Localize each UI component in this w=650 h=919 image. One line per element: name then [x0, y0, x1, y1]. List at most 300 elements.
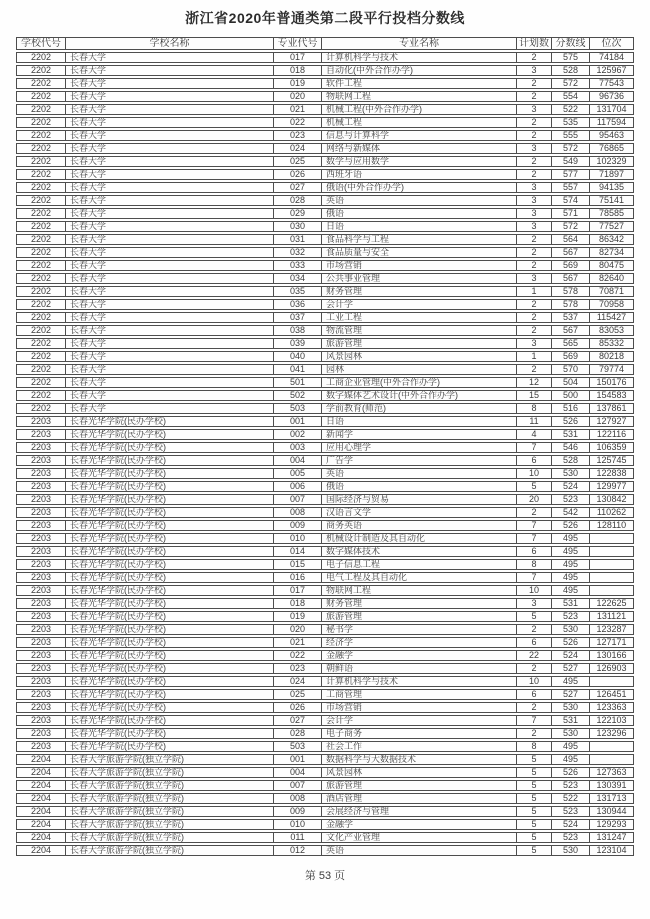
table-cell: 工商管理: [322, 689, 517, 700]
table-cell: 2202: [16, 195, 66, 206]
table-cell: [590, 676, 634, 687]
table-cell: 2202: [16, 130, 66, 141]
table-cell: 83053: [590, 325, 634, 336]
table-cell: 10: [517, 468, 552, 479]
table-cell: 英语: [322, 195, 517, 206]
table-cell: 2202: [16, 325, 66, 336]
table-cell: 长春大学: [66, 208, 274, 219]
table-row: [16, 143, 634, 154]
table-cell: 537: [552, 312, 590, 323]
table-row: [16, 325, 634, 336]
table-cell: 长春大学旅游学院(独立学院): [66, 819, 274, 830]
table-row: [16, 741, 634, 752]
table-cell: 会计学: [322, 715, 517, 726]
table-cell: 495: [552, 741, 590, 752]
table-cell: 长春光华学院(民办学校): [66, 520, 274, 531]
table-cell: 495: [552, 533, 590, 544]
table-cell: [590, 546, 634, 557]
table-cell: 023: [274, 130, 322, 141]
table-cell: 日语: [322, 221, 517, 232]
table-cell: 国际经济与贸易: [322, 494, 517, 505]
column-header: 学校名称: [66, 37, 274, 50]
table-cell: 557: [552, 182, 590, 193]
table-cell: 2: [517, 663, 552, 674]
table-cell: 电子信息工程: [322, 559, 517, 570]
table-cell: 长春大学旅游学院(独立学院): [66, 793, 274, 804]
table-cell: 长春大学: [66, 52, 274, 63]
table-cell: 3: [517, 143, 552, 154]
table-cell: 长春光华学院(民办学校): [66, 429, 274, 440]
table-cell: 026: [274, 169, 322, 180]
table-row: [16, 689, 634, 700]
table-cell: 122116: [590, 429, 634, 440]
table-cell: 长春光华学院(民办学校): [66, 676, 274, 687]
table-cell: 523: [552, 806, 590, 817]
table-row: [16, 728, 634, 739]
table-cell: 5: [517, 754, 552, 765]
table-cell: 020: [274, 624, 322, 635]
table-cell: 工业工程: [322, 312, 517, 323]
table-cell: 122838: [590, 468, 634, 479]
table-cell: 82640: [590, 273, 634, 284]
table-cell: 009: [274, 806, 322, 817]
table-cell: 公共事业管理: [322, 273, 517, 284]
table-cell: 495: [552, 754, 590, 765]
table-row: [16, 819, 634, 830]
table-cell: 长春光华学院(民办学校): [66, 533, 274, 544]
table-cell: 2: [517, 325, 552, 336]
table-cell: 长春光华学院(民办学校): [66, 572, 274, 583]
table-cell: 78585: [590, 208, 634, 219]
table-cell: 2203: [16, 416, 66, 427]
table-cell: 2203: [16, 507, 66, 518]
column-header: 计划数: [517, 37, 552, 50]
table-cell: 5: [517, 611, 552, 622]
table-cell: 2203: [16, 702, 66, 713]
table-cell: 008: [274, 507, 322, 518]
table-cell: 018: [274, 65, 322, 76]
table-cell: 555: [552, 130, 590, 141]
table-cell: 长春大学: [66, 364, 274, 375]
table-row: [16, 182, 634, 193]
table-cell: 长春大学: [66, 286, 274, 297]
table-cell: 039: [274, 338, 322, 349]
table-cell: 500: [552, 390, 590, 401]
table-cell: 3: [517, 65, 552, 76]
table-cell: 2203: [16, 728, 66, 739]
column-header: 位次: [590, 37, 634, 50]
table-cell: 长春大学: [66, 273, 274, 284]
table-cell: 530: [552, 624, 590, 635]
table-cell: 022: [274, 650, 322, 661]
table-cell: 85332: [590, 338, 634, 349]
table-cell: 028: [274, 728, 322, 739]
table-cell: 2203: [16, 663, 66, 674]
table-cell: 长春光华学院(民办学校): [66, 741, 274, 752]
table-cell: 531: [552, 598, 590, 609]
table-cell: 125745: [590, 455, 634, 466]
table-row: [16, 754, 634, 765]
table-cell: 2204: [16, 832, 66, 843]
table-cell: 长春光华学院(民办学校): [66, 663, 274, 674]
table-cell: 001: [274, 754, 322, 765]
table-cell: 学前教育(师范): [322, 403, 517, 414]
table-cell: 网络与新媒体: [322, 143, 517, 154]
table-cell: 5: [517, 845, 552, 856]
table-cell: 日语: [322, 416, 517, 427]
table-cell: 长春大学旅游学院(独立学院): [66, 767, 274, 778]
table-cell: 2203: [16, 650, 66, 661]
table-cell: 75141: [590, 195, 634, 206]
table-cell: 82734: [590, 247, 634, 258]
table-cell: 80218: [590, 351, 634, 362]
table-row: [16, 104, 634, 115]
table-cell: 2202: [16, 117, 66, 128]
table-cell: 2202: [16, 364, 66, 375]
table-row: [16, 390, 634, 401]
table-cell: 029: [274, 208, 322, 219]
table-cell: 2: [517, 299, 552, 310]
table-cell: 财务管理: [322, 286, 517, 297]
table-cell: 77543: [590, 78, 634, 89]
table-cell: 3: [517, 221, 552, 232]
table-cell: 034: [274, 273, 322, 284]
table-cell: 123104: [590, 845, 634, 856]
table-cell: 70871: [590, 286, 634, 297]
table-cell: 523: [552, 494, 590, 505]
table-row: [16, 546, 634, 557]
table-cell: 会展经济与管理: [322, 806, 517, 817]
table-cell: 长春光华学院(民办学校): [66, 715, 274, 726]
table-cell: 长春光华学院(民办学校): [66, 689, 274, 700]
table-cell: 社会工作: [322, 741, 517, 752]
table-cell: 127171: [590, 637, 634, 648]
table-row: [16, 455, 634, 466]
table-cell: 1: [517, 286, 552, 297]
table-row: [16, 468, 634, 479]
table-cell: 571: [552, 208, 590, 219]
table-cell: 2: [517, 702, 552, 713]
table-cell: 20: [517, 494, 552, 505]
table-cell: 6: [517, 546, 552, 557]
table-cell: 2: [517, 52, 552, 63]
table-cell: 131121: [590, 611, 634, 622]
table-cell: 130944: [590, 806, 634, 817]
table-cell: 025: [274, 156, 322, 167]
table-row: [16, 520, 634, 531]
table-cell: 自动化(中外合作办学): [322, 65, 517, 76]
table-cell: 2204: [16, 754, 66, 765]
table-cell: 131713: [590, 793, 634, 804]
table-cell: 569: [552, 260, 590, 271]
table-cell: 2: [517, 91, 552, 102]
table-cell: 计算机科学与技术: [322, 52, 517, 63]
table-cell: 5: [517, 481, 552, 492]
table-cell: 004: [274, 455, 322, 466]
table-cell: 021: [274, 104, 322, 115]
table-cell: 2202: [16, 234, 66, 245]
table-cell: 546: [552, 442, 590, 453]
table-cell: [590, 741, 634, 752]
table-cell: 6: [517, 689, 552, 700]
table-cell: 计算机科学与技术: [322, 676, 517, 687]
table-cell: 5: [517, 793, 552, 804]
table-cell: 15: [517, 390, 552, 401]
table-cell: 长春光华学院(民办学校): [66, 611, 274, 622]
table-cell: 新闻学: [322, 429, 517, 440]
table-row: [16, 208, 634, 219]
table-cell: 长春大学: [66, 117, 274, 128]
table-cell: 长春光华学院(民办学校): [66, 455, 274, 466]
table-cell: 564: [552, 234, 590, 245]
table-cell: 2: [517, 624, 552, 635]
table-cell: 风景园林: [322, 767, 517, 778]
table-cell: 504: [552, 377, 590, 388]
table-cell: 495: [552, 676, 590, 687]
table-cell: 035: [274, 286, 322, 297]
table-row: [16, 442, 634, 453]
table-cell: 8: [517, 559, 552, 570]
table-row: [16, 364, 634, 375]
table-cell: 3: [517, 208, 552, 219]
table-cell: 122103: [590, 715, 634, 726]
table-cell: 旅游管理: [322, 780, 517, 791]
table-cell: 2203: [16, 455, 66, 466]
table-cell: 570: [552, 364, 590, 375]
table-cell: 154583: [590, 390, 634, 401]
table-cell: 2: [517, 156, 552, 167]
table-row: [16, 780, 634, 791]
table-row: [16, 572, 634, 583]
table-cell: [590, 754, 634, 765]
table-cell: 2203: [16, 676, 66, 687]
table-row: [16, 832, 634, 843]
table-cell: 7: [517, 715, 552, 726]
table-cell: 广告学: [322, 455, 517, 466]
table-cell: 金融学: [322, 819, 517, 830]
table-cell: 015: [274, 559, 322, 570]
table-cell: 495: [552, 546, 590, 557]
table-row: [16, 676, 634, 687]
table-cell: 2203: [16, 715, 66, 726]
table-cell: 2: [517, 117, 552, 128]
table-cell: 长春大学: [66, 247, 274, 258]
table-cell: 022: [274, 117, 322, 128]
table-cell: 2202: [16, 182, 66, 193]
table-cell: 2203: [16, 611, 66, 622]
table-cell: 523: [552, 780, 590, 791]
table-cell: 137861: [590, 403, 634, 414]
page-title: 浙江省2020年普通类第二段平行投档分数线: [185, 10, 465, 26]
table-cell: 567: [552, 273, 590, 284]
table-row: [16, 130, 634, 141]
table-cell: 长春光华学院(民办学校): [66, 585, 274, 596]
table-cell: 040: [274, 351, 322, 362]
table-cell: 长春光华学院(民办学校): [66, 442, 274, 453]
page-number: 第 53 页: [304, 870, 346, 882]
table-cell: 020: [274, 91, 322, 102]
table-cell: 市场营销: [322, 260, 517, 271]
table-cell: 526: [552, 767, 590, 778]
table-row: [16, 611, 634, 622]
table-cell: 565: [552, 338, 590, 349]
table-cell: 2202: [16, 377, 66, 388]
table-row: [16, 559, 634, 570]
table-cell: 007: [274, 494, 322, 505]
table-row: [16, 663, 634, 674]
table-cell: 125967: [590, 65, 634, 76]
table-cell: 长春光华学院(民办学校): [66, 637, 274, 648]
table-cell: 036: [274, 299, 322, 310]
table-cell: 131704: [590, 104, 634, 115]
table-cell: 76865: [590, 143, 634, 154]
table-cell: 长春大学: [66, 377, 274, 388]
table-cell: [590, 559, 634, 570]
table-cell: 10: [517, 585, 552, 596]
admission-scores-table: [16, 35, 634, 858]
table-cell: 549: [552, 156, 590, 167]
table-cell: 数学与应用数学: [322, 156, 517, 167]
table-cell: 长春光华学院(民办学校): [66, 728, 274, 739]
table-cell: 2203: [16, 494, 66, 505]
column-header: 分数线: [552, 37, 590, 50]
table-cell: 130842: [590, 494, 634, 505]
table-cell: 524: [552, 481, 590, 492]
table-cell: 长春光华学院(民办学校): [66, 702, 274, 713]
table-row: [16, 52, 634, 63]
table-cell: 017: [274, 585, 322, 596]
table-row: [16, 494, 634, 505]
table-cell: 长春大学: [66, 91, 274, 102]
table-row: [16, 195, 634, 206]
table-cell: 6: [517, 637, 552, 648]
table-cell: 2202: [16, 169, 66, 180]
table-cell: 524: [552, 650, 590, 661]
table-cell: 物流管理: [322, 325, 517, 336]
table-cell: 风景园林: [322, 351, 517, 362]
table-cell: 2202: [16, 156, 66, 167]
table-cell: 长春大学旅游学院(独立学院): [66, 845, 274, 856]
table-cell: 010: [274, 819, 322, 830]
table-cell: 长春大学: [66, 78, 274, 89]
table-row: [16, 767, 634, 778]
table-cell: 127363: [590, 767, 634, 778]
table-cell: 2202: [16, 221, 66, 232]
table-cell: 长春大学: [66, 299, 274, 310]
table-cell: 123296: [590, 728, 634, 739]
table-cell: 长春光华学院(民办学校): [66, 416, 274, 427]
table-cell: 030: [274, 221, 322, 232]
table-cell: 长春大学: [66, 130, 274, 141]
table-cell: 俄语: [322, 208, 517, 219]
table-cell: 554: [552, 91, 590, 102]
table-cell: 市场营销: [322, 702, 517, 713]
table-cell: 527: [552, 689, 590, 700]
table-cell: 2204: [16, 845, 66, 856]
table-cell: 长春大学: [66, 351, 274, 362]
table-cell: 516: [552, 403, 590, 414]
table-cell: 530: [552, 702, 590, 713]
table-row: [16, 65, 634, 76]
table-cell: 金融学: [322, 650, 517, 661]
table-row: [16, 273, 634, 284]
table-cell: 俄语(中外合作办学): [322, 182, 517, 193]
table-cell: 长春光华学院(民办学校): [66, 507, 274, 518]
table-cell: 数字媒体技术: [322, 546, 517, 557]
table-cell: 019: [274, 78, 322, 89]
table-cell: 527: [552, 663, 590, 674]
table-cell: 2202: [16, 208, 66, 219]
table-cell: 523: [552, 832, 590, 843]
table-cell: 长春大学: [66, 221, 274, 232]
table-cell: 012: [274, 845, 322, 856]
table-cell: 长春光华学院(民办学校): [66, 494, 274, 505]
table-cell: 机械工程(中外合作办学): [322, 104, 517, 115]
table-cell: 102329: [590, 156, 634, 167]
table-cell: 526: [552, 416, 590, 427]
table-cell: 127927: [590, 416, 634, 427]
table-cell: 024: [274, 143, 322, 154]
table-cell: 129293: [590, 819, 634, 830]
table-cell: 2202: [16, 286, 66, 297]
table-cell: 物联网工程: [322, 585, 517, 596]
table-row: [16, 156, 634, 167]
table-cell: 522: [552, 104, 590, 115]
table-header: [16, 37, 634, 50]
table-cell: 长春大学: [66, 195, 274, 206]
table-cell: 3: [517, 273, 552, 284]
table-row: [16, 533, 634, 544]
table-cell: 长春大学旅游学院(独立学院): [66, 806, 274, 817]
table-cell: 2203: [16, 572, 66, 583]
table-row: [16, 403, 634, 414]
table-row: [16, 169, 634, 180]
table-cell: 长春大学: [66, 390, 274, 401]
table-cell: 长春大学旅游学院(独立学院): [66, 832, 274, 843]
table-cell: 126903: [590, 663, 634, 674]
table-cell: 2: [517, 312, 552, 323]
table-cell: 数据科学与大数据技术: [322, 754, 517, 765]
table-cell: 2203: [16, 741, 66, 752]
table-cell: 5: [517, 819, 552, 830]
table-cell: 128110: [590, 520, 634, 531]
table-cell: 工商企业管理(中外合作办学): [322, 377, 517, 388]
table-cell: 005: [274, 468, 322, 479]
table-cell: 001: [274, 416, 322, 427]
table-cell: 535: [552, 117, 590, 128]
table-cell: 食品质量与安全: [322, 247, 517, 258]
table-row: [16, 299, 634, 310]
table-cell: 578: [552, 286, 590, 297]
table-row: [16, 845, 634, 856]
table-cell: 长春大学: [66, 156, 274, 167]
table-cell: 495: [552, 559, 590, 570]
table-cell: 3: [517, 195, 552, 206]
table-cell: 长春大学: [66, 169, 274, 180]
table-cell: 2202: [16, 104, 66, 115]
table-cell: 7: [517, 442, 552, 453]
table-cell: 2202: [16, 91, 66, 102]
table-cell: 003: [274, 442, 322, 453]
table-cell: 031: [274, 234, 322, 245]
table-cell: 033: [274, 260, 322, 271]
table-cell: 食品科学与工程: [322, 234, 517, 245]
table-cell: 财务管理: [322, 598, 517, 609]
table-cell: 长春大学: [66, 104, 274, 115]
table-cell: 037: [274, 312, 322, 323]
table-row: [16, 221, 634, 232]
table-cell: 2202: [16, 78, 66, 89]
